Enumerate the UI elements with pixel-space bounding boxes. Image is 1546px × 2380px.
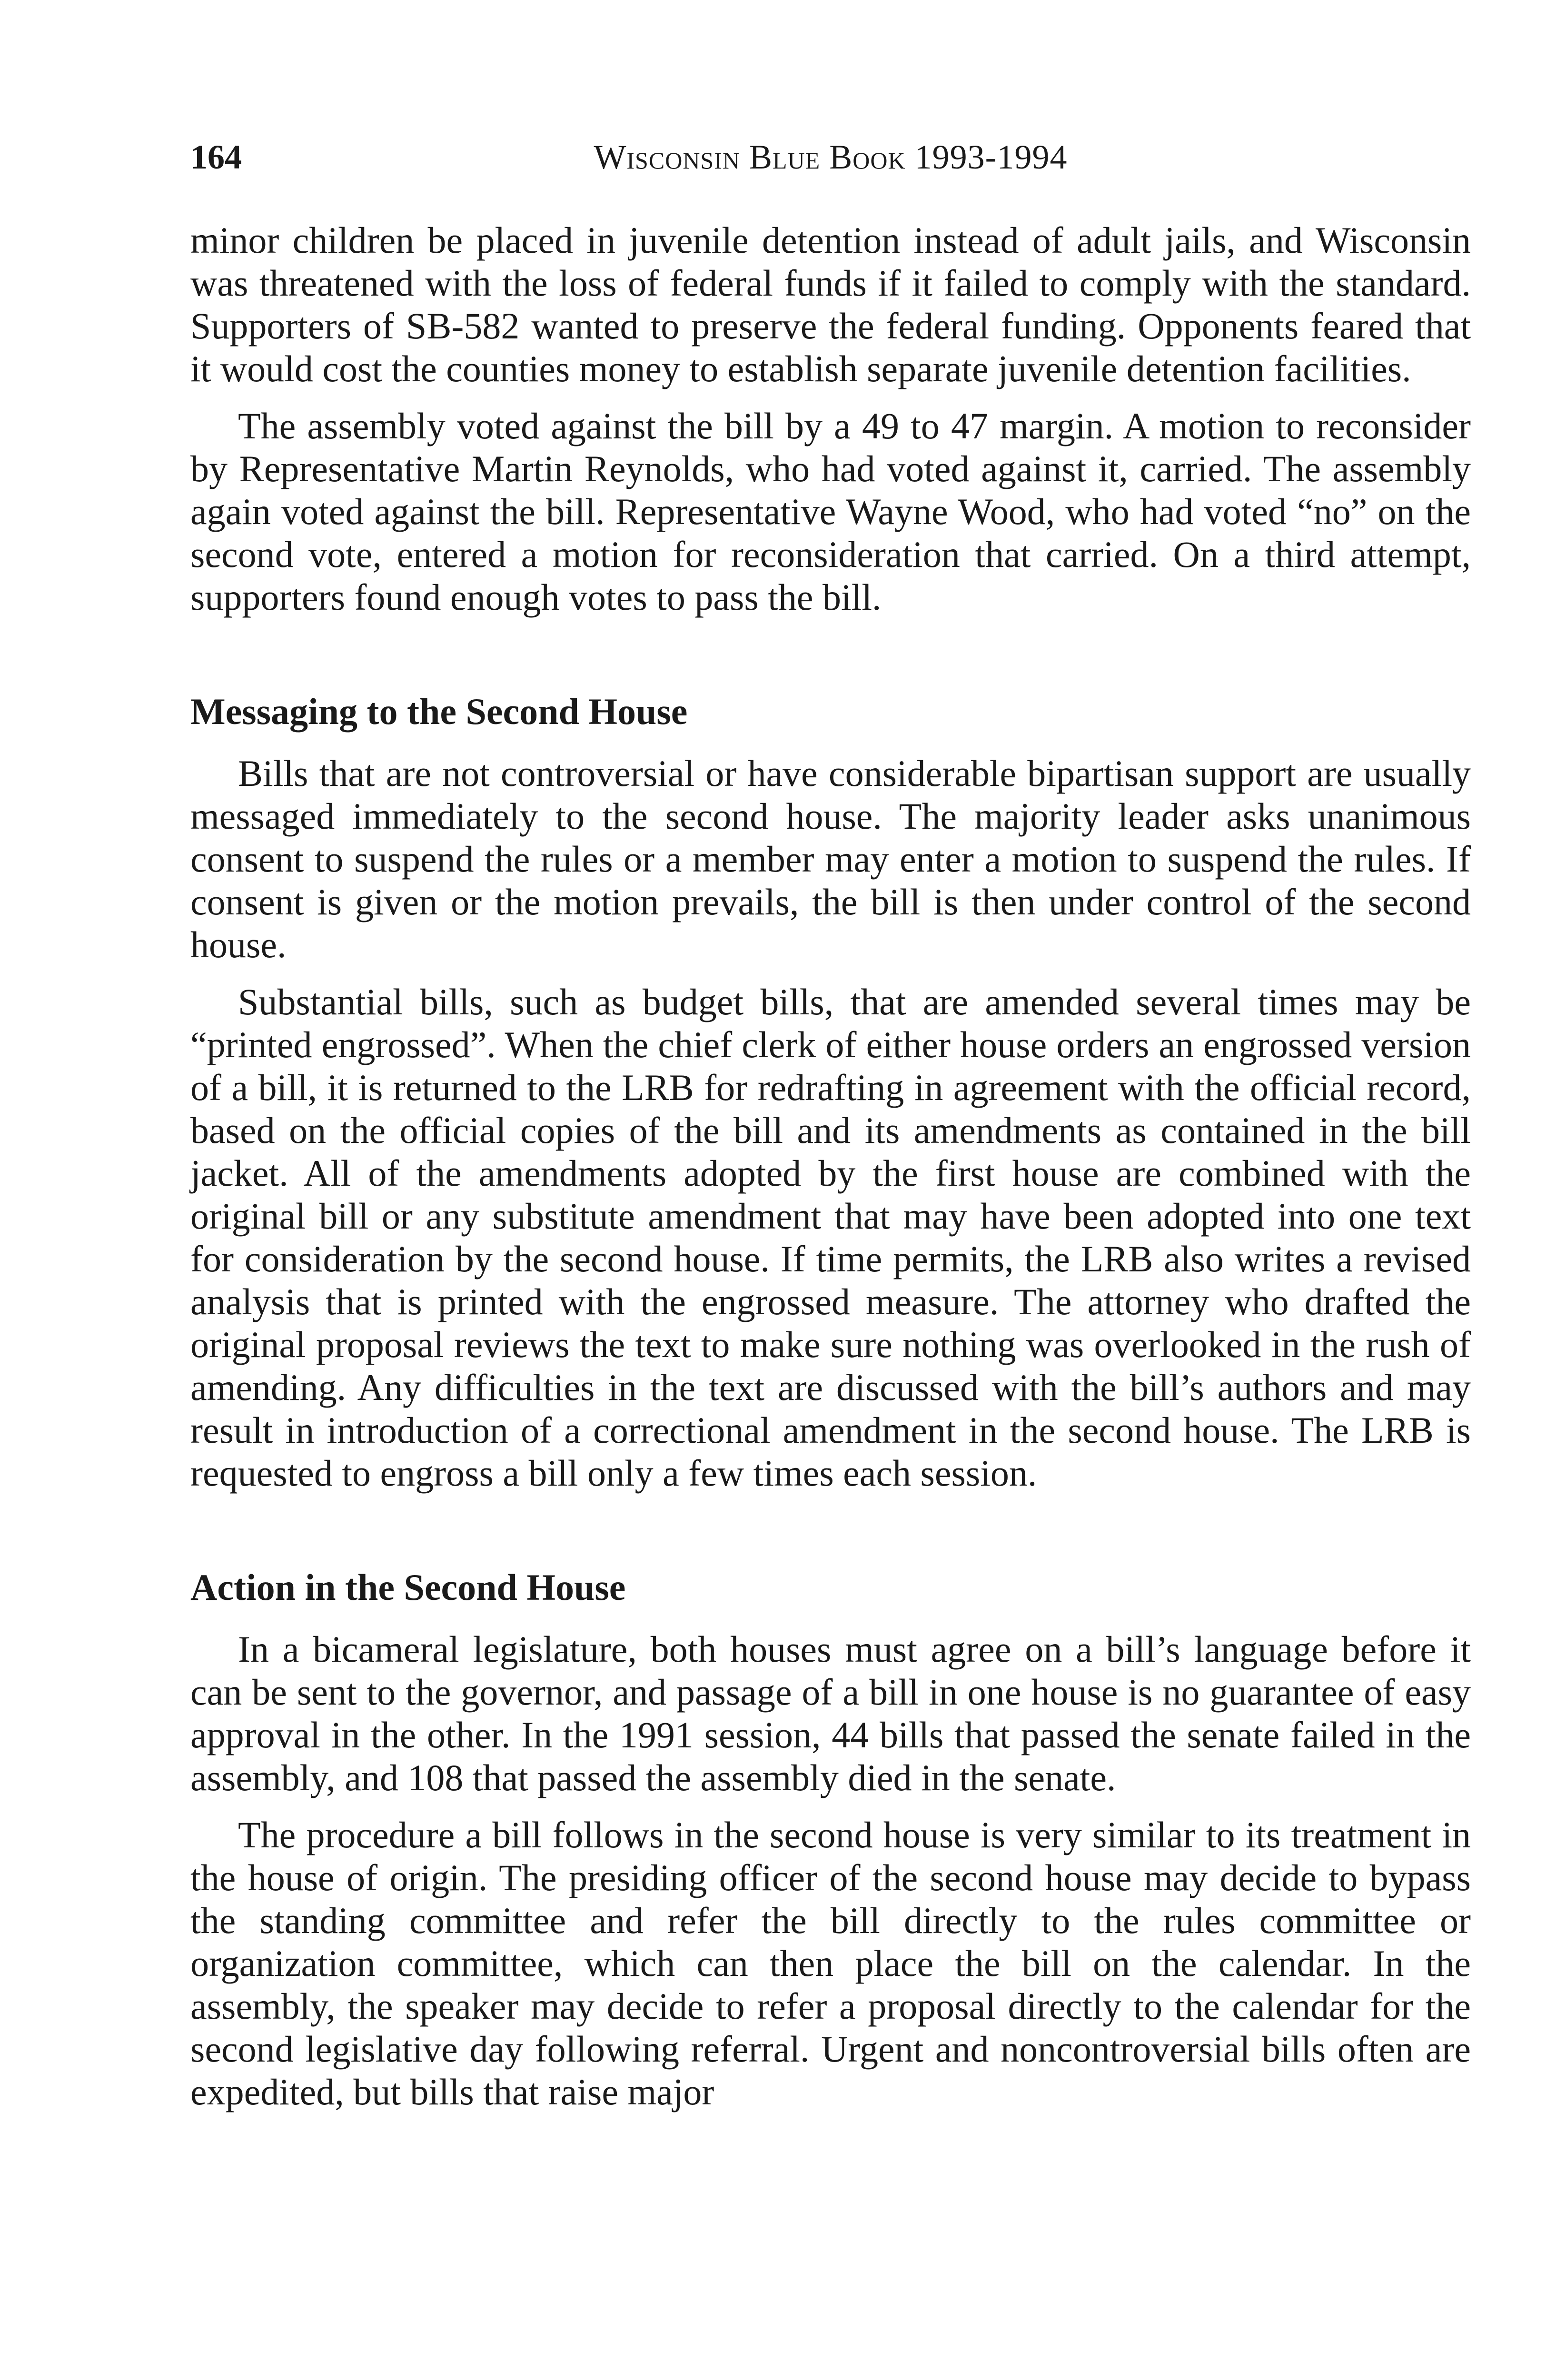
page-number: 164 — [190, 138, 242, 176]
running-title: Wisconsin Blue Book 1993-1994 — [594, 138, 1068, 176]
section-heading: Action in the Second House — [190, 1567, 626, 1608]
section-heading: Messaging to the Second House — [190, 691, 688, 732]
body-paragraph: Bills that are not controversial or have considerable bipartisan support are usually messaged immediately to the second house. The majority leader asks unanimous consent to suspend the rules or a member may enter a motion to suspend the rules. If consent is given or the motion prevails, the bill is then under control of the second house. — [190, 753, 1471, 965]
body-paragraph: Substantial bills, such as budget bills, that are amended several times may be “printed engrossed”. When the chief clerk of either house orders an engrossed version of a bill, it is returned to the LRB for redrafting in agreement with the official record, based on the official copies of the bill and its amendments as contained in the bill jacket. All of the amendments adopted by the first house are combined with the original bill or any substitute amendment that may have been adopted into one text for consideration by the second house. If time permits, the LRB also writes a revised analysis that is printed with the engrossed measure. The attorney who drafted the original proposal reviews the text to make sure nothing was overlooked in the rush of amending. Any difficulties in the text are discussed with the bill’s authors and may result in introduction of a correctional amendment in the second house. The LRB is requested to engross a bill only a few times each session. — [190, 981, 1471, 1494]
body-paragraph: The assembly voted against the bill by a 49 to 47 margin. A motion to reconsider by Representative Martin Reynolds, who had voted against it, carried. The assembly again voted against the bill. Representative Wayne Wood, who had voted “no” on the second vote, entered a motion for reconsideration that carried. On a third attempt, supporters found enough votes to pass the bill. — [190, 405, 1471, 618]
body-paragraph: In a bicameral legislature, both houses must agree on a bill’s language before it can be sent to the governor, and passage of a bill in one house is no guarantee of easy approval in the other. In the 1991 session, 44 bills that passed the senate failed in the assembly, and 108 that passed the assembly died in the senate. — [190, 1628, 1471, 1798]
body-paragraph: The procedure a bill follows in the second house is very similar to its treatment in the house of origin. The presiding officer of the second house may decide to bypass the standing committee and refer the bill directly to the rules committee or organization committee, which can then place the bill on the calendar. In the assembly, the speaker may decide to refer a proposal directly to the calendar for the second legislative day following referral. Urgent and noncontroversial bills often are expedited, but bills that raise major — [190, 1814, 1471, 2112]
body-paragraph: minor children be placed in juvenile detention instead of adult jails, and Wisconsin was threatened with the loss of federal funds if it failed to comply with the standard. Supporters of SB-582 wanted to preserve the federal funding. Opponents feared that it would cost the counties money to establish separate juvenile detention facilities. — [190, 219, 1471, 389]
book-page — [190, 129, 1471, 2113]
running-head — [190, 129, 1471, 186]
